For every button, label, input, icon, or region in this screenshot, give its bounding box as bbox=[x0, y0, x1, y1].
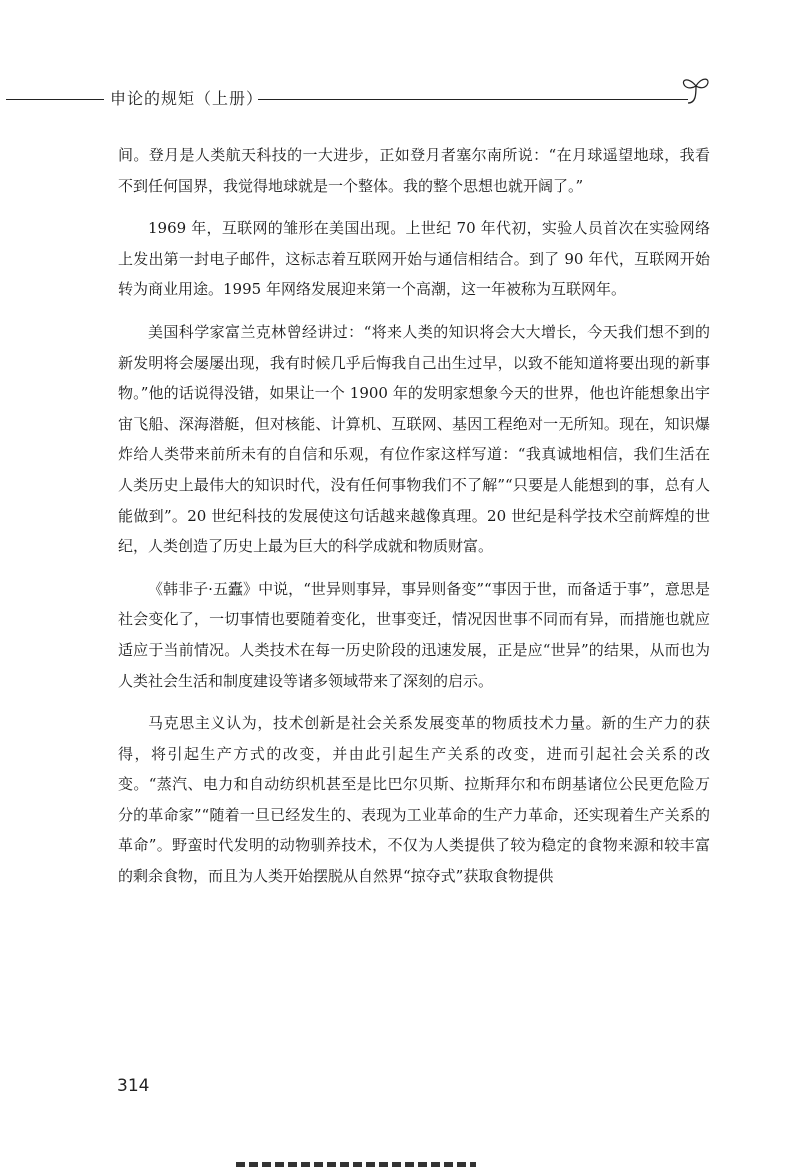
page-number: 314 bbox=[117, 1076, 150, 1096]
header-title: 申论的规矩（上册） bbox=[110, 89, 264, 108]
paragraph: 马克思主义认为，技术创新是社会关系发展变革的物质技术力量。新的生产力的获得，将引起生产方式的改变，并由此引起生产关系的改变，进而引起社会关系的改变。“蒸汽、电力和自动纺织机甚至是比巴尔贝斯、拉斯拜尔和布朗基诸位公民更危险万分的革命家”“随着一旦已经发生的、表现为工业革命的生产力革命，还实现着生产关系的革命”。野蛮时代发明的动物驯养技术，不仅为人类提供了较为稳定的食物来源和较丰富的剩余食物，而且为人类开始摆脱从自然界“掠夺式”获取食物提供 bbox=[118, 714, 710, 886]
header-rule-left bbox=[6, 99, 104, 100]
paragraph: 美国科学家富兰克林曾经讲过：“将来人类的知识将会大大增长，今天我们想不到的新发明将会屡屡出现，我有时候几乎后悔我自己出生过早，以致不能知道将要出现的新事物。”他的话说得没错，如果让一个 1900 年的发明家想象今天的世界，他也许能想象出宇宙飞船、深海潜艇，但对核能、计算机、互联网、基因工程绝对一无所知。现在，知识爆炸给人类带来前所未有的自信和乐观，有位作家这样写道：“我真诚地相信，我们生活在人类历史上最伟大的知识时代，没有任何事物我们不了解”“只要是人能想到的事，总有人能做到”。20 世纪科技的发展使这句话越来越像真理。20 世纪是科学技术空前辉煌的世纪，人类创造了历史上最为巨大的科学成就和物质财富。 bbox=[118, 322, 710, 556]
paragraph: 《韩非子·五蠹》中说，“世异则事异，事异则备变”“事因于世，而备适于事”，意思是社会变化了，一切事情也要随着变化，世事变迁，情况因世事不同而有异，而措施也就应适应于当前情况。人类技术在每一历史阶段的迅速发展，正是应“世异”的结果，从而也为人类社会生活和制度建设等诸多领域带来了深刻的启示。 bbox=[118, 579, 710, 690]
cropped-footer-strip bbox=[236, 1158, 476, 1169]
sprout-icon bbox=[676, 72, 716, 106]
paragraph: 间。登月是人类航天科技的一大进步，正如登月者塞尔南所说：“在月球遥望地球，我看不到任何国界，我觉得地球就是一个整体。我的整个思想也就开阔了。” bbox=[118, 146, 710, 195]
running-header bbox=[0, 72, 800, 112]
header-rule-right bbox=[258, 99, 688, 100]
body-text bbox=[118, 140, 710, 904]
paragraph: 1969 年，互联网的雏形在美国出现。上世纪 70 年代初，实验人员首次在实验网络上发出第一封电子邮件，这标志着互联网开始与通信相结合。到了 90 年代，互联网开始转为商业用途。1995 年网络发展迎来第一个高潮，这一年被称为互联网年。 bbox=[118, 219, 710, 299]
